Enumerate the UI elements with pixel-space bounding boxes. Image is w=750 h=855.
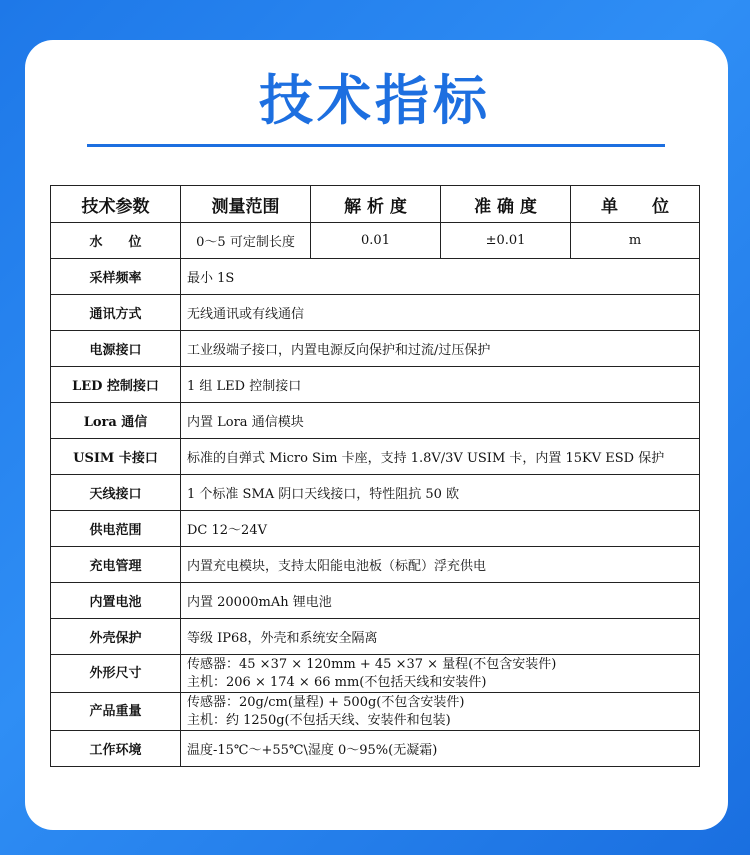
row-value [181,367,700,403]
table-row [51,583,700,619]
row-label: 内置电池 [51,583,181,619]
row-value-line: 主机：约 1250g(不包括天线、安装件和包装) [187,712,451,728]
row-value [181,655,700,693]
accuracy-value: ±0.01 [441,223,571,259]
row-label: 外壳保护 [51,619,181,655]
table-header-row [51,186,700,223]
header-cell-range: 测量范围 [181,186,311,223]
row-value [181,547,700,583]
table-row [51,367,700,403]
row-value [181,331,700,367]
table-row [51,511,700,547]
row-value-line: 工业级端子接口，内置电源反向保护和过流/过压保护 [187,343,491,358]
row-value [181,619,700,655]
table-row [51,259,700,295]
row-value-line: 最小 1S [187,271,235,286]
row-label: 通讯方式 [51,295,181,331]
row-label: 充电管理 [51,547,181,583]
table-row-water-level [51,223,700,259]
header-cell-param: 技术参数 [51,186,181,223]
table-row [51,619,700,655]
row-value-line: 1 个标准 SMA 阴口天线接口，特性阻抗 50 欧 [187,487,460,502]
row-value-line: 内置 Lora 通信模块 [187,415,304,430]
row-value [181,693,700,731]
row-value-line: 传感器：45 ×37 × 120mm + 45 ×37 × 量程(不包含安装件) [187,656,557,672]
row-label: 工作环境 [51,731,181,767]
row-label: 天线接口 [51,475,181,511]
row-label: 产品重量 [51,693,181,731]
row-value-line: 标准的自弹式 Micro Sim 卡座，支持 1.8V/3V USIM 卡，内置 15KV ESD 保护 [187,451,665,466]
row-label: 电源接口 [51,331,181,367]
header-cell-resolution: 解 析 度 [311,186,441,223]
header-cell-accuracy: 准 确 度 [441,186,571,223]
table-row [51,655,700,693]
resolution-value: 0.01 [311,223,441,259]
row-value [181,295,700,331]
row-value-line: DC 12～24V [187,523,267,538]
row-value-line: 无线通讯或有线通信 [187,307,305,322]
table-row [51,731,700,767]
table-row [51,475,700,511]
row-label: 采样频率 [51,259,181,295]
table-row [51,547,700,583]
row-value [181,259,700,295]
range-value: 0～5 可定制长度 [181,223,311,259]
row-value [181,583,700,619]
row-value-line: 温度-15℃～+55℃\湿度 0～95%(无凝霜) [187,743,438,758]
row-value [181,439,700,475]
page-title: 技术指标 [259,69,491,132]
row-label: LED 控制接口 [51,367,181,403]
spec-table [50,185,700,767]
row-value-line: 等级 IP68，外壳和系统安全隔离 [187,631,378,646]
row-value [181,731,700,767]
row-value-line: 内置充电模块，支持太阳能电池板（标配）浮充供电 [187,559,487,574]
row-value-line: 1 组 LED 控制接口 [187,379,302,394]
table-row [51,693,700,731]
row-label: 供电范围 [51,511,181,547]
row-label: USIM 卡接口 [51,439,181,475]
row-label: 外形尺寸 [51,655,181,693]
row-label: Lora 通信 [51,403,181,439]
row-value-line: 主机：206 × 174 × 66 mm(不包括天线和安装件) [187,674,487,690]
unit-value: m [571,223,700,259]
table-row [51,331,700,367]
row-value [181,475,700,511]
row-value-line: 内置 20000mAh 锂电池 [187,595,332,610]
header-cell-unit: 单 位 [571,186,700,223]
row-value-line: 传感器：20g/cm(量程) + 500g(不包含安装件) [187,694,465,710]
row-value [181,403,700,439]
table-row [51,403,700,439]
table-row [51,439,700,475]
row-label: 水 位 [51,223,181,259]
title-divider [87,144,665,147]
table-row [51,295,700,331]
row-value [181,511,700,547]
